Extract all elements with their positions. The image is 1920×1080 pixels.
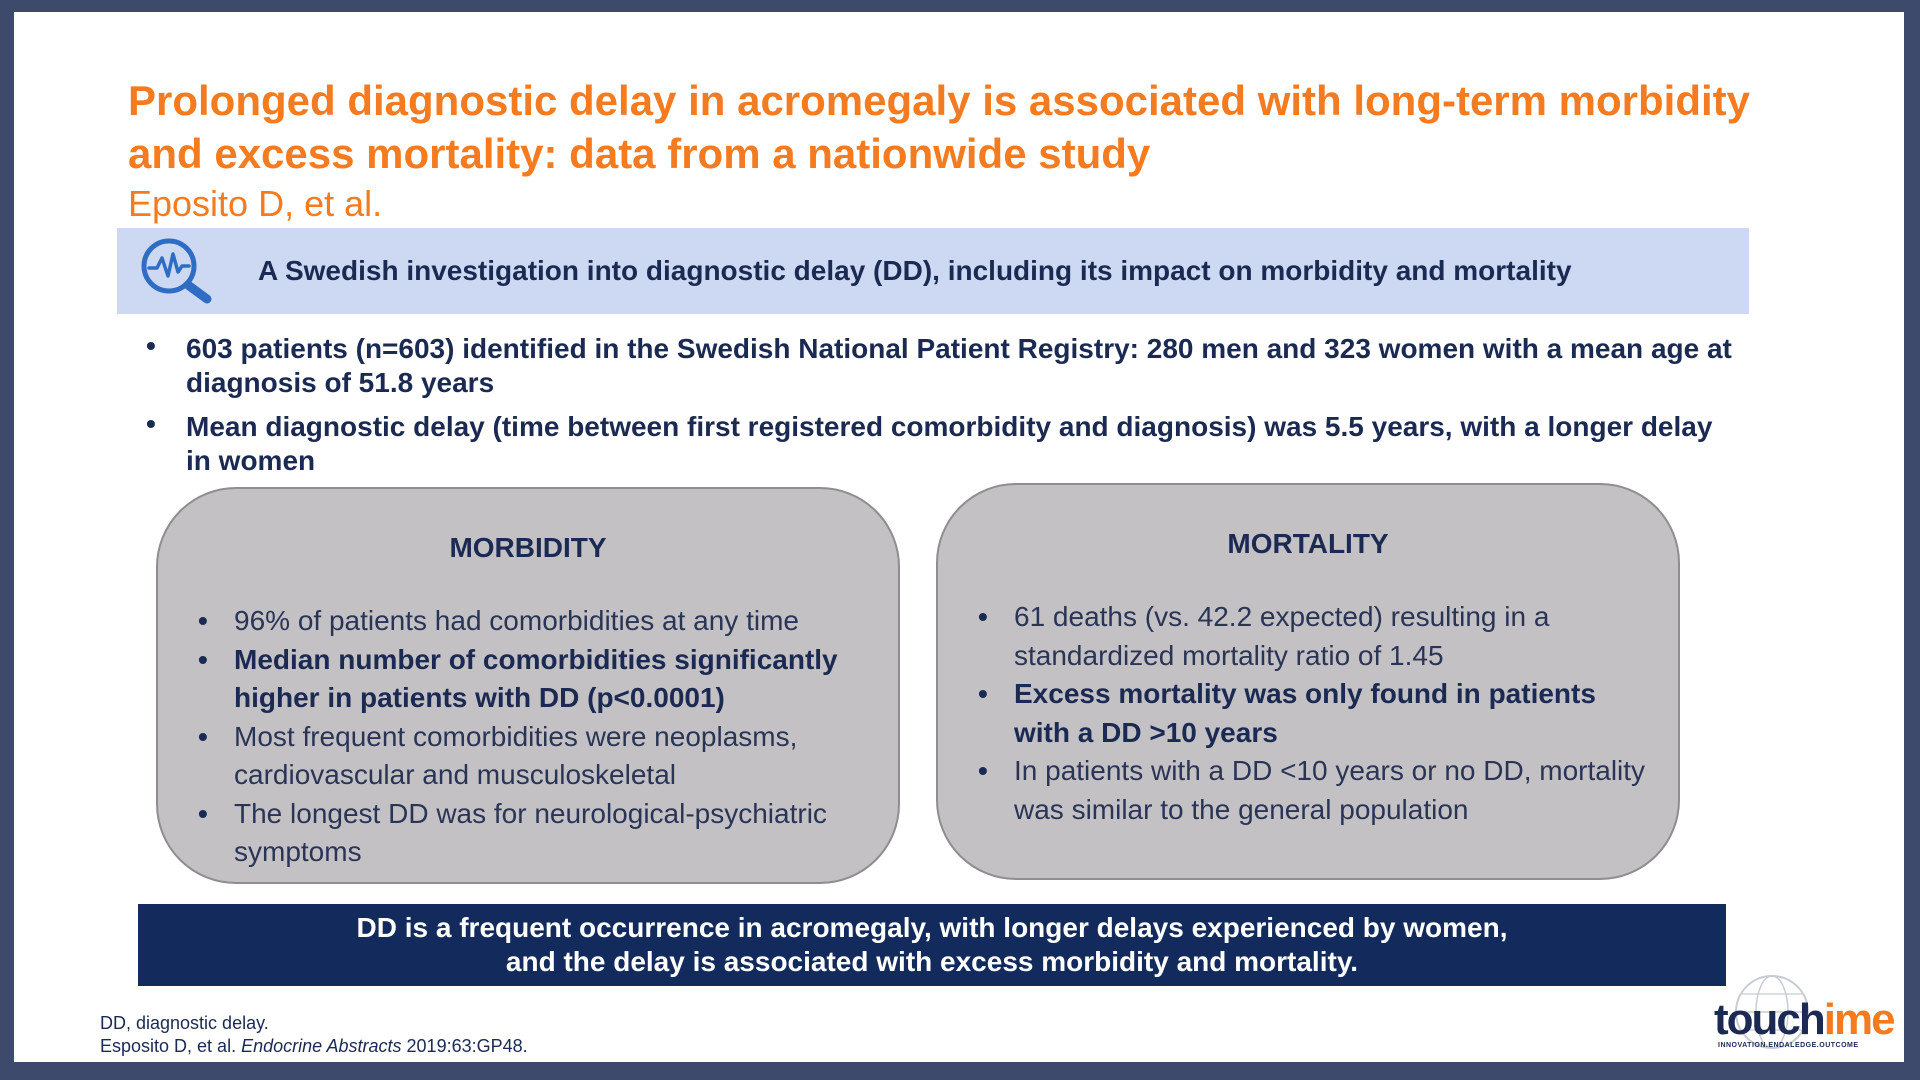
slide-title [128, 74, 1768, 180]
title-line-1: Prolonged diagnostic delay in acromegaly is associated with long-term morbidity [128, 77, 1751, 124]
reference [100, 1035, 528, 1058]
abbreviation-note: DD, diagnostic delay. [100, 1013, 269, 1033]
list-item: • In patients with a DD <10 years or no DD, mortality was similar to the general population [978, 752, 1648, 829]
conclusion-line-1: DD is a frequent occurrence in acromegaly, with longer delays experienced by women, [356, 912, 1508, 943]
list-item: • Median number of comorbidities significantly higher in patients with DD (p<0.0001) [198, 641, 868, 718]
mortality-list [978, 598, 1648, 829]
logo-ime: ime [1823, 995, 1894, 1044]
slide [14, 12, 1904, 1062]
mortality-title: MORTALITY [1227, 528, 1389, 559]
list-item: • 96% of patients had comorbidities at any time [198, 602, 868, 641]
banner-text: A Swedish investigation into diagnostic delay (DD), including its impact on morbidity and mortality [258, 255, 1572, 286]
key-points-list [138, 332, 1738, 488]
list-item: • Excess mortality was only found in patients with a DD >10 years [978, 675, 1648, 752]
list-item: • 61 deaths (vs. 42.2 expected) resulting in a standardized mortality ratio of 1.45 [978, 598, 1648, 675]
morbidity-panel [156, 487, 900, 884]
logo-touch: touch [1714, 995, 1824, 1044]
key-point: • Mean diagnostic delay (time between first registered comorbidity and diagnosis) was 5.5 years, with a longer delay in women [138, 410, 1738, 478]
magnifier-pulse-icon [135, 236, 217, 306]
list-item: • Most frequent comorbidities were neoplasms, cardiovascular and musculoskeletal [198, 718, 868, 795]
reference-details: 2019:63:GP48. [406, 1036, 528, 1056]
conclusion-banner [138, 904, 1726, 986]
logo-wordmark [1714, 996, 1894, 1044]
title-line-2: and excess mortality: data from a nationwide study [128, 130, 1151, 177]
touchime-logo [1714, 972, 1904, 1062]
key-point: • 603 patients (n=603) identified in the Swedish National Patient Registry: 280 men and 323 women with a mean age at diagnosis of 51.8 years [138, 332, 1738, 400]
footnote [100, 1012, 528, 1058]
author-line: Eposito D, et al. [128, 183, 383, 224]
reference-authors: Esposito D, et al. [100, 1036, 237, 1056]
morbidity-list [198, 602, 868, 872]
reference-journal: Endocrine Abstracts [241, 1036, 402, 1056]
conclusion-line-2: and the delay is associated with excess morbidity and mortality. [505, 946, 1359, 977]
logo-tagline: INNOVATION.ENDALEDGE.OUTCOME [1718, 1042, 1859, 1049]
list-item: • The longest DD was for neurological-psychiatric symptoms [198, 795, 868, 872]
mortality-panel [936, 483, 1680, 880]
morbidity-title: MORBIDITY [449, 532, 607, 563]
study-banner [117, 228, 1749, 314]
